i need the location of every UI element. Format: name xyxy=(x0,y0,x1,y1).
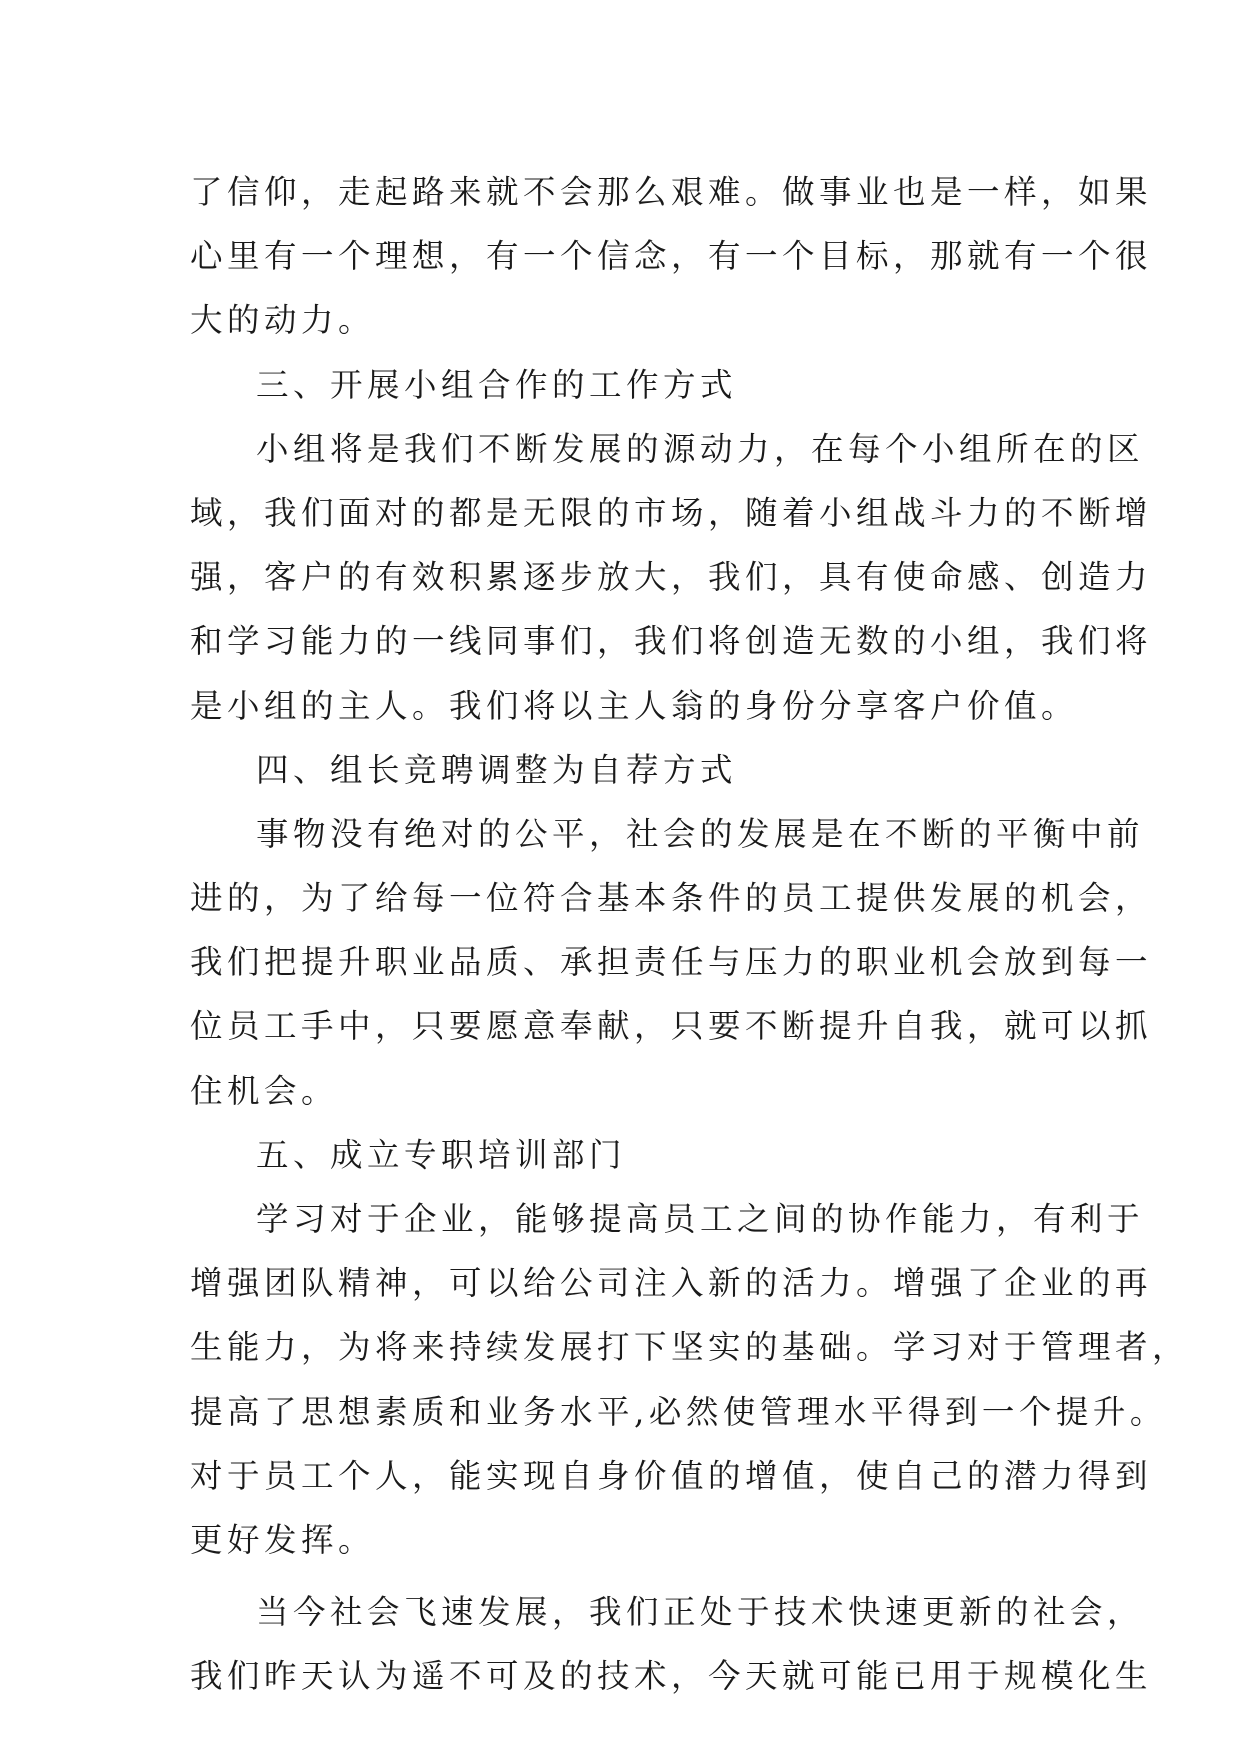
text-line: 当今社会飞速发展，我们正处于技术快速更新的社会， xyxy=(256,1593,1145,1632)
paragraph-gap xyxy=(190,1572,1060,1580)
text-line: 五、成立专职培训部门 xyxy=(256,1135,627,1174)
document-body xyxy=(190,160,1190,1709)
text-line: 大的动力。 xyxy=(190,301,376,340)
text-line: 我们把提升职业品质、承担责任与压力的职业机会放到每一 xyxy=(190,943,1153,982)
text-line: 事物没有绝对的公平，社会的发展是在不断的平衡中前 xyxy=(256,814,1145,853)
text-line: 三、开展小组合作的工作方式 xyxy=(256,365,738,404)
text-line: 四、组长竞聘调整为自荐方式 xyxy=(256,750,738,789)
text-line: 生能力，为将来持续发展打下坚实的基础。学习对于管理者， xyxy=(190,1328,1190,1367)
text-line: 我们昨天认为遥不可及的技术，今天就可能已用于规模化生 xyxy=(190,1657,1153,1696)
text-line: 增强团队精神，可以给公司注入新的活力。增强了企业的再 xyxy=(190,1264,1153,1303)
text-line: 进的，为了给每一位符合基本条件的员工提供发展的机会， xyxy=(190,879,1153,918)
text-line: 是小组的主人。我们将以主人翁的身份分享客户价值。 xyxy=(190,686,1079,725)
text-line: 住机会。 xyxy=(190,1071,339,1110)
text-line: 更好发挥。 xyxy=(190,1520,376,1559)
text-line: 了信仰，走起路来就不会那么艰难。做事业也是一样，如果 xyxy=(190,173,1153,211)
text-line: 学习对于企业，能够提高员工之间的协作能力，有利于 xyxy=(256,1200,1145,1238)
text-line: 和学习能力的一线同事们，我们将创造无数的小组，我们将 xyxy=(190,622,1153,661)
text-line: 位员工手中，只要愿意奉献，只要不断提升自我，就可以抓 xyxy=(190,1007,1153,1046)
text-line: 强，客户的有效积累逐步放大，我们，具有使命感、创造力 xyxy=(190,558,1153,597)
text-line: 域，我们面对的都是无限的市场，随着小组战斗力的不断增 xyxy=(190,493,1153,532)
text-line: 对于员工个人，能实现自身价值的增值，使自己的潜力得到 xyxy=(190,1456,1153,1495)
text-line: 心里有一个理想，有一个信念，有一个目标，那就有一个很 xyxy=(190,237,1153,276)
text-line: 提高了思想素质和业务水平,必然使管理水平得到一个提升。 xyxy=(190,1392,1167,1431)
text-line: 小组将是我们不断发展的源动力，在每个小组所在的区 xyxy=(256,429,1145,468)
